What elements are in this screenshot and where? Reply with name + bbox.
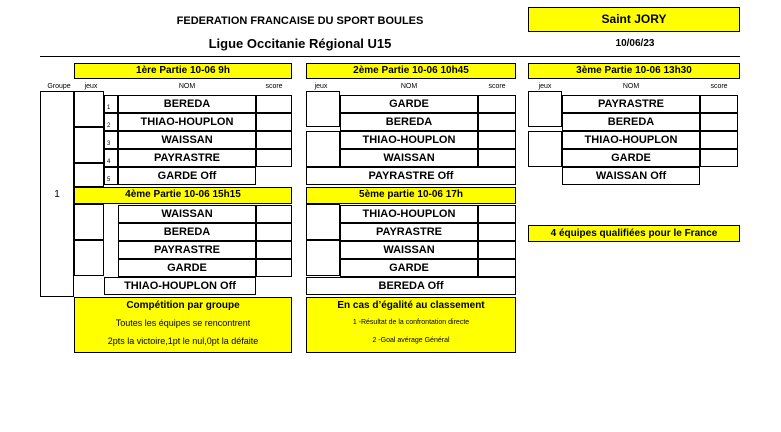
- jeux-cell: [74, 204, 104, 240]
- score-cell[interactable]: [478, 113, 516, 131]
- team-name: GARDE: [562, 149, 700, 167]
- team-name: THIAO-HOUPLON: [340, 131, 478, 149]
- tiebreak-line-2: 2 -Goal avérage Général: [372, 337, 450, 344]
- score-cell[interactable]: [256, 259, 292, 277]
- col-nom: NOM: [400, 83, 418, 90]
- team-name: THIAO-HOUPLON: [562, 131, 700, 149]
- num-cell: [104, 95, 118, 113]
- col-nom: NOM: [178, 83, 196, 90]
- partie-5-title: 5ème partie 10-06 17h: [306, 187, 516, 204]
- team-name: WAISSAN: [340, 149, 478, 167]
- tiebreak-info: [306, 297, 516, 353]
- team-name: THIAO-HOUPLON: [340, 205, 478, 223]
- competition-info: [74, 297, 292, 353]
- jeux-cell: [306, 204, 340, 240]
- col-jeux: jeux: [538, 83, 552, 90]
- score-cell[interactable]: [700, 149, 738, 167]
- row-number: 1: [107, 105, 111, 111]
- tiebreak-title: En cas d’égalité au classement: [337, 300, 485, 311]
- jeux-cell: [528, 91, 562, 127]
- team-name: THIAO-HOUPLON: [118, 113, 256, 131]
- score-cell[interactable]: [700, 113, 738, 131]
- partie-3-title: 3ème Partie 10-06 13h30: [528, 63, 740, 79]
- jeux-cell: [306, 240, 340, 276]
- col-jeux: jeux: [84, 83, 98, 90]
- header-divider: [40, 56, 740, 57]
- team-name: GARDE: [340, 259, 478, 277]
- league-title: Ligue Occitanie Régional U15: [208, 36, 392, 51]
- team-name: BEREDA: [118, 223, 256, 241]
- num-cell: [104, 131, 118, 149]
- row-number: 2: [107, 123, 111, 129]
- venue-box: Saint JORY: [528, 7, 740, 32]
- jeux-cell: [74, 163, 104, 187]
- team-name: PAYRASTRE: [340, 223, 478, 241]
- score-cell[interactable]: [478, 131, 516, 149]
- score-cell[interactable]: [256, 113, 292, 131]
- team-name: PAYRASTRE: [562, 95, 700, 113]
- team-name: GARDE: [340, 95, 478, 113]
- col-groupe: Groupe: [47, 83, 71, 90]
- score-cell[interactable]: [700, 131, 738, 149]
- row-number: 3: [107, 141, 111, 147]
- score-cell[interactable]: [478, 95, 516, 113]
- score-cell[interactable]: [478, 241, 516, 259]
- score-cell[interactable]: [478, 259, 516, 277]
- score-cell[interactable]: [256, 131, 292, 149]
- col-jeux: jeux: [314, 83, 328, 90]
- score-cell[interactable]: [478, 205, 516, 223]
- score-cell[interactable]: [478, 223, 516, 241]
- tiebreak-line-1: 1 -Résultat de la confrontation directe: [352, 319, 470, 326]
- col-score: score: [265, 83, 283, 90]
- group-number: 1: [54, 189, 60, 200]
- score-cell[interactable]: [700, 95, 738, 113]
- team-name: THIAO-HOUPLON Off: [104, 277, 256, 295]
- partie-1-title: 1ère Partie 10-06 9h: [74, 63, 292, 79]
- team-name: BEREDA: [118, 95, 256, 113]
- score-cell[interactable]: [256, 241, 292, 259]
- event-date: 10/06/23: [615, 38, 655, 49]
- qualified-note: 4 équipes qualifiées pour le France: [528, 225, 740, 242]
- score-cell[interactable]: [256, 95, 292, 113]
- jeux-cell: [74, 240, 104, 276]
- score-cell[interactable]: [256, 223, 292, 241]
- col-nom: NOM: [622, 83, 640, 90]
- partie-2-title: 2ème Partie 10-06 10h45: [306, 63, 516, 79]
- score-cell[interactable]: [478, 149, 516, 167]
- team-name: WAISSAN: [118, 205, 256, 223]
- team-name: BEREDA: [562, 113, 700, 131]
- team-name: WAISSAN: [340, 241, 478, 259]
- jeux-cell: [306, 131, 340, 167]
- jeux-cell: [74, 127, 104, 163]
- jeux-cell: [74, 91, 104, 127]
- team-name: BEREDA Off: [306, 277, 516, 295]
- team-name: PAYRASTRE: [118, 149, 256, 167]
- col-score: score: [710, 83, 728, 90]
- team-name: GARDE Off: [118, 167, 256, 185]
- team-name: GARDE: [118, 259, 256, 277]
- team-name: WAISSAN Off: [562, 167, 700, 185]
- partie-4-title: 4ème Partie 10-06 15h15: [74, 187, 292, 204]
- team-name: PAYRASTRE: [118, 241, 256, 259]
- col-score: score: [488, 83, 506, 90]
- score-cell[interactable]: [256, 205, 292, 223]
- score-cell[interactable]: [256, 149, 292, 167]
- team-name: PAYRASTRE Off: [306, 167, 516, 185]
- num-cell: [104, 113, 118, 131]
- competition-line-2: 2pts la victoire,1pt le nul,0pt la défaite: [107, 336, 259, 346]
- row-number: 5: [107, 177, 111, 183]
- jeux-cell: [306, 91, 340, 127]
- competition-title: Compétition par groupe: [126, 300, 240, 311]
- team-name: BEREDA: [340, 113, 478, 131]
- competition-line-1: Toutes les équipes se rencontrent: [115, 318, 251, 328]
- num-cell: [104, 149, 118, 167]
- team-name: WAISSAN: [118, 131, 256, 149]
- row-number: 4: [107, 159, 111, 165]
- jeux-cell: [528, 131, 562, 167]
- federation-title: FEDERATION FRANCAISE DU SPORT BOULES: [176, 15, 424, 27]
- num-cell: [104, 167, 118, 185]
